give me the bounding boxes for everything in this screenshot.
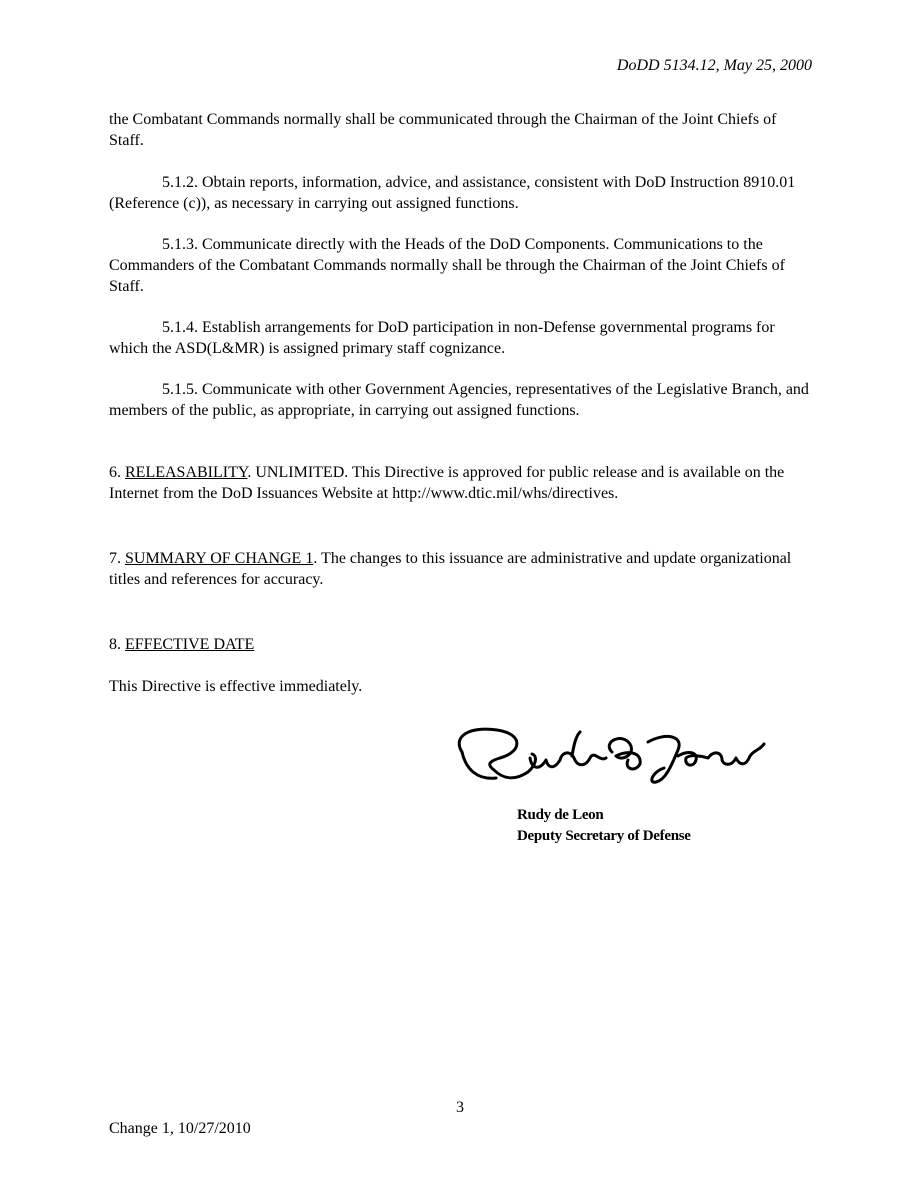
section-number: 8. (109, 636, 125, 653)
section-number: 7. (109, 550, 125, 567)
change-footer: Change 1, 10/27/2010 (109, 1120, 251, 1137)
paragraph-5-1-3-text: 5.1.3. Communicate directly with the Heads of the DoD Components. Communications to the Commanders of the Combatant Commands normally shall be through the Chairman of the Joint Chiefs of Staff. (109, 236, 785, 295)
signature-image (452, 722, 772, 792)
signatory-title: Deputy Secretary of Defense (517, 828, 691, 844)
paragraph-5-1-4-text: 5.1.4. Establish arrangements for DoD participation in non-Defense governmental programs for which the ASD(L&MR) is assigned primary staff cognizance. (109, 319, 775, 357)
section-text: . UNLIMITED. This Directive is approved for public release and is available on the Internet from the DoD Issuances Website at http://www.dtic.mil/whs/directives. (109, 464, 785, 502)
paragraph-5-1-2 (109, 172, 813, 214)
section-summary-of-change (109, 548, 813, 590)
section-number: 6. (109, 464, 125, 481)
signature-stroke-udy (530, 753, 606, 767)
page-number: 3 (456, 1099, 464, 1116)
section-heading: RELEASABILITY (125, 464, 248, 481)
section-releasability (109, 462, 813, 504)
paragraph-5-1-5-text: 5.1.5. Communicate with other Government Agencies, representatives of the Legislative Branch, and members of the public, as appropriate, in carrying out assigned functions. (109, 381, 809, 419)
signature-stroke-de (609, 739, 640, 769)
signature-stroke-leon-flourish (648, 736, 679, 782)
effective-date-text: This Directive is effective immediately. (109, 678, 363, 695)
paragraph-5-1-5 (109, 379, 813, 421)
paragraph-5-1-2-text: 5.1.2. Obtain reports, information, advice, and assistance, consistent with DoD Instruction 8910.01 (Reference (c)), as necessary in carrying out assigned functions. (109, 174, 796, 212)
signature-stroke-eon (678, 744, 764, 765)
section-text: . The changes to this issuance are administrative and update organizational titles and references for accuracy. (109, 550, 792, 588)
section-effective-date (109, 634, 813, 655)
signatory-name: Rudy de Leon (517, 807, 604, 823)
paragraph-5-1-3 (109, 234, 813, 297)
continuation-paragraph: the Combatant Commands normally shall be communicated through the Chairman of the Joint Chiefs of Staff. (109, 111, 777, 149)
signature-stroke-d-ascender (572, 732, 580, 756)
section-heading: EFFECTIVE DATE (125, 636, 255, 653)
section-heading: SUMMARY OF CHANGE 1 (125, 550, 314, 567)
paragraph-5-1-4 (109, 317, 813, 359)
document-reference-header: DoDD 5134.12, May 25, 2000 (616, 57, 812, 74)
